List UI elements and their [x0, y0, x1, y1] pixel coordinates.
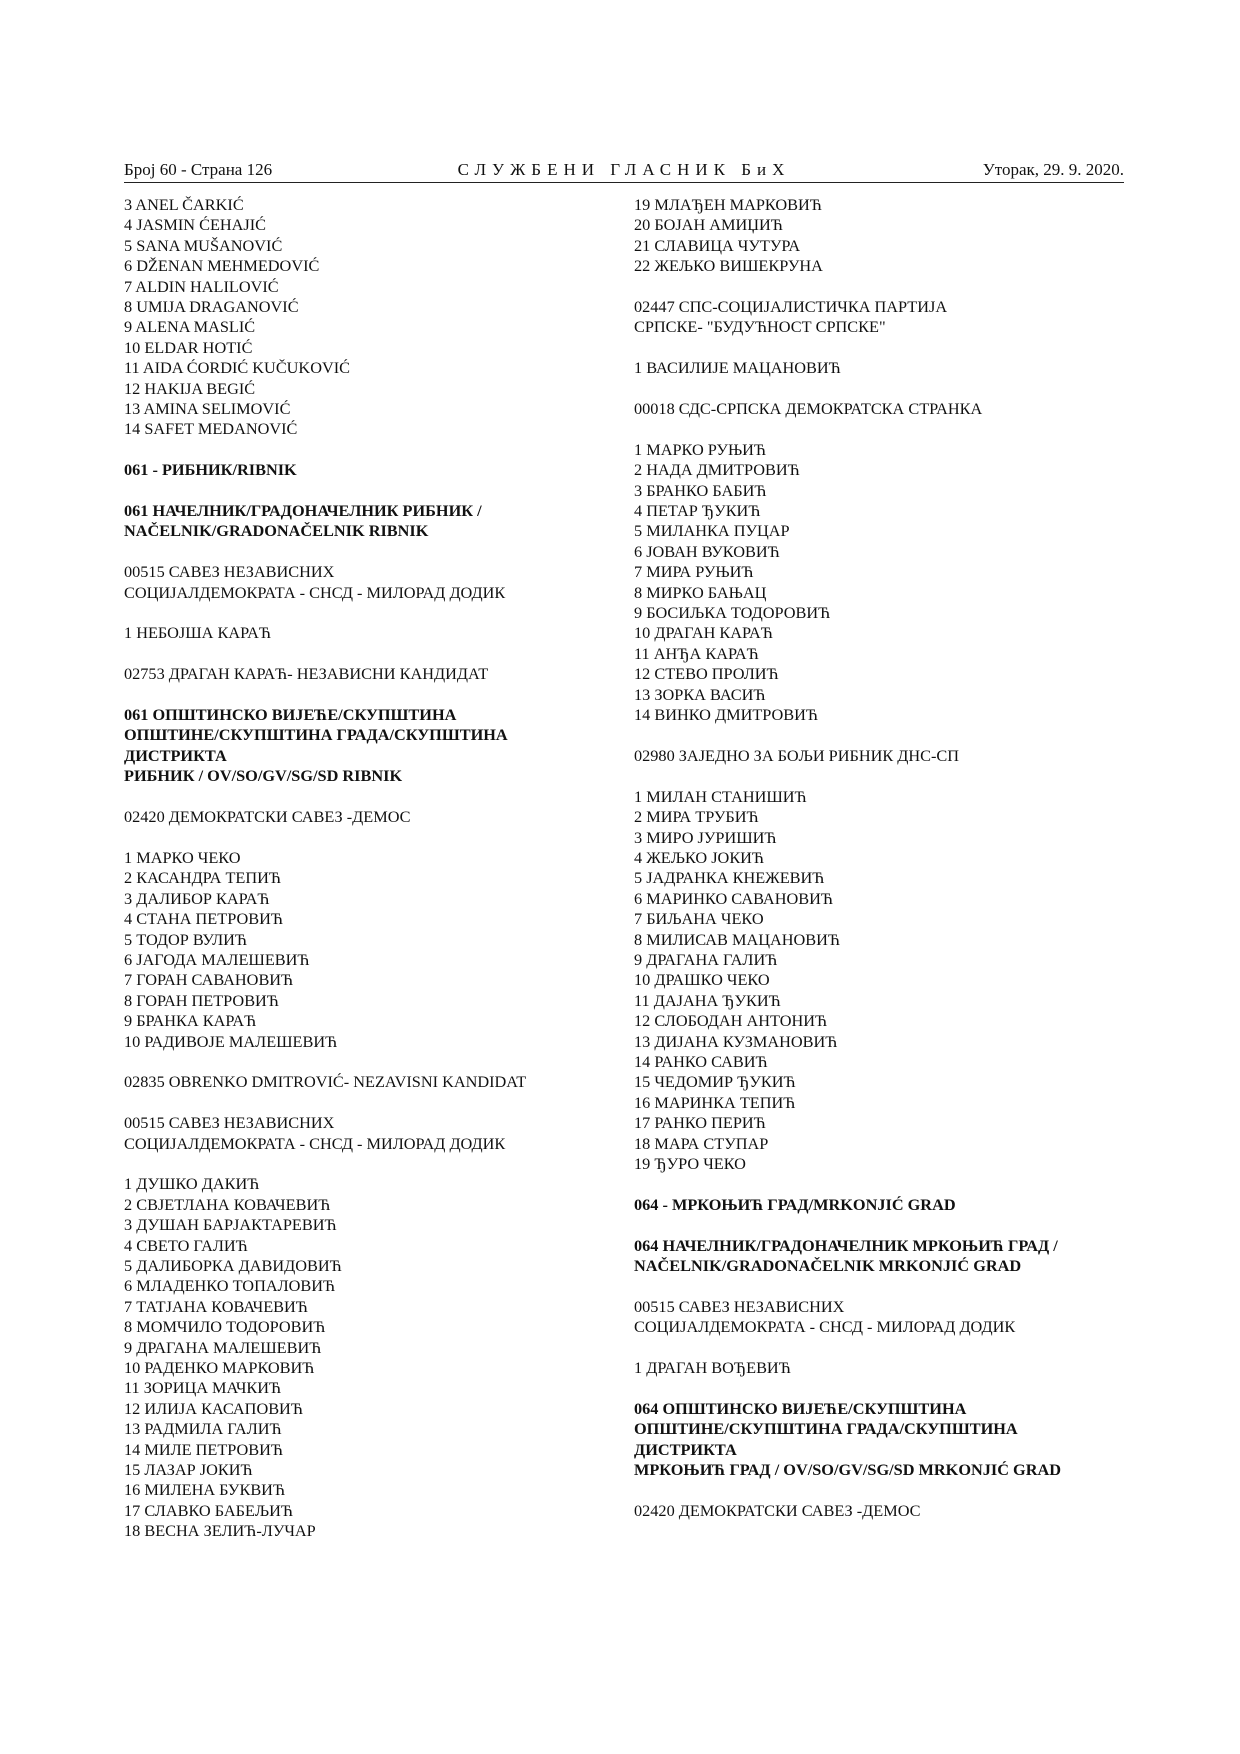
section-heading: 061 ОПШТИНСКО ВИЈЕЋЕ/СКУПШТИНА [124, 705, 457, 725]
list-item: 00515 САВЕЗ НЕЗАВИСНИХ [634, 1296, 845, 1316]
list-item: 6 ЈАГОДА МАЛЕШЕВИЋ [124, 949, 310, 969]
list-item: 13 ДИЈАНА КУЗМАНОВИЋ [634, 1031, 838, 1051]
list-item: 22 ЖЕЉКО ВИШЕКРУНА [634, 256, 823, 276]
list-item: 14 РАНКО САВИЋ [634, 1051, 768, 1071]
list-item: 21 СЛАВИЦА ЧУТУРА [634, 235, 801, 255]
blank-line [124, 644, 594, 664]
list-item: 17 СЛАВКО БАБЕЉИЋ [124, 1500, 293, 1520]
list-item: 7 ALDIN HALILOVIĆ [124, 276, 279, 296]
list-item: 14 SAFET MEDANOVIĆ [124, 419, 298, 439]
list-item: 9 ALENA MASLIĆ [124, 317, 256, 337]
list-item: 13 ЗОРКА ВАСИЋ [634, 684, 766, 704]
list-item: 11 ЗОРИЦА МАЧКИЋ [124, 1378, 282, 1398]
blank-line [634, 1215, 1104, 1235]
issue-date: Уторак, 29. 9. 2020. [982, 160, 1124, 179]
list-item: 02420 ДЕМОКРАТСКИ САВЕЗ -ДЕМОС [634, 1500, 921, 1520]
list-item: 14 ВИНКО ДМИТРОВИЋ [634, 705, 818, 725]
list-item: 9 БРАНКА КАРАЋ [124, 1011, 257, 1031]
list-item: СРПСКЕ- "БУДУЋНОСТ СРПСКЕ" [634, 317, 886, 337]
left-column [124, 195, 594, 1542]
blank-line [634, 277, 1104, 297]
list-item: 4 JASMIN ĆEHAJIĆ [124, 215, 267, 235]
blank-line [634, 338, 1104, 358]
list-item: 10 ELDAR HOTIĆ [124, 337, 253, 357]
list-item: 19 ЂУРО ЧЕКО [634, 1154, 746, 1173]
blank-line [124, 1154, 594, 1174]
blank-line [634, 726, 1104, 746]
list-item: 5 ЈАДРАНКА КНЕЖЕВИЋ [634, 868, 825, 888]
list-item: 5 ДАЛИБОРКА ДАВИДОВИЋ [124, 1255, 342, 1275]
list-item: 10 РАДИВОЈЕ МАЛЕШЕВИЋ [124, 1031, 338, 1051]
list-item: 3 БРАНКО БАБИЋ [634, 480, 767, 500]
list-item: 3 МИРО ЈУРИШИЋ [634, 827, 777, 847]
blank-line [124, 827, 594, 847]
list-item: 15 ЧЕДОМИР ЂУКИЋ [634, 1072, 796, 1092]
list-item: 7 БИЉАНА ЧЕКО [634, 909, 764, 929]
blank-line [124, 542, 594, 562]
list-item: 3 ДАЛИБОР КАРАЋ [124, 888, 270, 908]
list-item: 6 DŽENAN MEHMEDOVIĆ [124, 256, 320, 276]
list-item: 8 МИЛИСАВ МАЦАНОВИЋ [634, 929, 840, 949]
list-item: 02447 СПС-СОЦИЈАЛИСТИЧКА ПАРТИЈА [634, 297, 948, 317]
list-item: 10 ДРАШКО ЧЕКО [634, 970, 770, 990]
list-item: 12 СЛОБОДАН АНТОНИЋ [634, 1011, 828, 1031]
publication-title: СЛУЖБЕНИ ГЛАСНИК БиХ [457, 160, 791, 179]
list-item: 1 МИЛАН СТАНИШИЋ [634, 786, 807, 806]
list-item: 00018 СДС-СРПСКА ДЕМОКРАТСКА СТРАНКА [634, 399, 983, 419]
list-item: 6 МАРИНКО САВАНОВИЋ [634, 888, 833, 908]
list-item: 3 ДУШАН БАРЈАКТАРЕВИЋ [124, 1215, 337, 1235]
list-item: СОЦИЈАЛДЕМОКРАТА - СНСД - МИЛОРАД ДОДИК [124, 582, 506, 602]
list-item: 5 МИЛАНКА ПУЦАР [634, 521, 790, 541]
section-heading: 064 - МРКОЊИЋ ГРАД/MRKONJIĆ GRAD [634, 1194, 956, 1214]
list-item: 1 ДРАГАН ВОЂЕВИЋ [634, 1358, 791, 1377]
list-item: 3 ANEL ČARKIĆ [124, 195, 244, 214]
list-item: 20 БОЈАН АМИЏИЋ [634, 215, 783, 235]
list-item: 16 МАРИНКА ТЕПИЋ [634, 1092, 796, 1112]
list-item: 10 ДРАГАН КАРАЋ [634, 623, 773, 643]
list-item: 9 ДРАГАНА ГАЛИЋ [634, 949, 778, 969]
list-item: 12 HAKIJA BEGIĆ [124, 378, 256, 398]
list-item: 2 КАСАНДРА ТЕПИЋ [124, 868, 281, 888]
list-item: 9 ДРАГАНА МАЛЕШЕВИЋ [124, 1337, 322, 1357]
section-heading: ДИСТРИКТА [124, 745, 227, 765]
blank-line [124, 603, 594, 623]
section-heading: РИБНИК / OV/SO/GV/SG/SD RIBNIK [124, 766, 403, 786]
list-item: 8 ГОРАН ПЕТРОВИЋ [124, 990, 279, 1010]
list-item: 11 ДАЈАНА ЂУКИЋ [634, 990, 781, 1010]
list-item: 5 SANA MUŠANOVIĆ [124, 235, 283, 255]
list-item: 8 МИРКО БАЊАЦ [634, 582, 767, 602]
section-heading: 061 - РИБНИК/RIBNIK [124, 460, 297, 480]
list-item: 4 СТАНА ПЕТРОВИЋ [124, 909, 283, 929]
list-item: 1 ДУШКО ДАКИЋ [124, 1174, 260, 1194]
list-item: 1 ВАСИЛИЈЕ МАЦАНОВИЋ [634, 358, 841, 378]
blank-line [634, 379, 1104, 399]
list-item: 1 МАРКО РУЊИЋ [634, 439, 766, 459]
section-heading: 061 НАЧЕЛНИК/ГРАДОНАЧЕЛНИК РИБНИК / [124, 501, 482, 521]
list-item: 02980 ЗАЈЕДНО ЗА БОЉИ РИБНИК ДНС-СП [634, 745, 960, 765]
list-item: 8 UMIJA DRAGANOVIĆ [124, 297, 299, 317]
list-item: 02753 ДРАГАН КАРАЋ- НЕЗАВИСНИ КАНДИДАТ [124, 664, 489, 684]
section-heading: 064 НАЧЕЛНИК/ГРАДОНАЧЕЛНИК МРКОЊИЋ ГРАД / [634, 1235, 1058, 1255]
list-item: 11 AIDA ĆORDIĆ KUČUKOVIĆ [124, 358, 350, 378]
issue-page-number: Број 60 - Страна 126 [124, 160, 273, 179]
blank-line [634, 1338, 1104, 1358]
blank-line [124, 787, 594, 807]
list-item: 5 ТОДОР ВУЛИЋ [124, 929, 247, 949]
list-item: СОЦИЈАЛДЕМОКРАТА - СНСД - МИЛОРАД ДОДИК [634, 1317, 1016, 1337]
blank-line [634, 419, 1104, 439]
right-column [634, 195, 1104, 1521]
section-heading: ОПШТИНЕ/СКУПШТИНА ГРАДА/СКУПШТИНА [124, 725, 508, 745]
list-item: 8 МОМЧИЛО ТОДОРОВИЋ [124, 1317, 326, 1337]
list-item: 1 НЕБОЈША КАРАЋ [124, 623, 271, 643]
list-item: 14 МИЛЕ ПЕТРОВИЋ [124, 1439, 283, 1459]
list-item: 00515 САВЕЗ НЕЗАВИСНИХ [124, 562, 335, 582]
blank-line [124, 440, 594, 460]
list-item: 19 МЛАЂЕН МАРКОВИЋ [634, 195, 822, 214]
list-item: 4 ПЕТАР ЂУКИЋ [634, 501, 761, 521]
list-item: 12 СТЕВО ПРОЛИЋ [634, 664, 779, 684]
list-item: 16 МИЛЕНА БУКВИЋ [124, 1480, 286, 1500]
blank-line [634, 1276, 1104, 1296]
blank-line [124, 1052, 594, 1072]
list-item: 4 СВЕТО ГАЛИЋ [124, 1235, 248, 1255]
list-item: 2 НАДА ДМИТРОВИЋ [634, 460, 800, 480]
list-item: 13 AMINA SELIMOVIĆ [124, 399, 291, 419]
list-item: 9 БОСИЉКА ТОДОРОВИЋ [634, 603, 831, 623]
list-item: 2 СВЈЕТЛАНА КОВАЧЕВИЋ [124, 1194, 331, 1214]
blank-line [634, 766, 1104, 786]
list-item: 10 РАДЕНКО МАРКОВИЋ [124, 1357, 315, 1377]
blank-line [634, 1480, 1104, 1500]
list-item: 7 ТАТЈАНА КОВАЧЕВИЋ [124, 1296, 308, 1316]
section-heading: NAČELNIK/GRADONAČELNIK RIBNIK [124, 521, 429, 541]
section-heading: NAČELNIK/GRADONAČELNIK MRKONJIĆ GRAD [634, 1256, 1022, 1275]
list-item: 7 МИРА РУЊИЋ [634, 562, 754, 582]
section-heading: 064 ОПШТИНСКО ВИЈЕЋЕ/СКУПШТИНА [634, 1398, 967, 1418]
blank-line [634, 1174, 1104, 1194]
list-item: 1 МАРКО ЧЕКО [124, 847, 241, 867]
blank-line [634, 1378, 1104, 1398]
blank-line [124, 481, 594, 501]
header-rule [124, 182, 1124, 183]
list-item: 18 МАРА СТУПАР [634, 1133, 769, 1153]
list-item: 02835 OBRENKO DMITROVIĆ- NEZAVISNI KANDIDAT [124, 1072, 527, 1092]
list-item: 2 МИРА ТРУБИЋ [634, 807, 759, 827]
list-item: СОЦИЈАЛДЕМОКРАТА - СНСД - МИЛОРАД ДОДИК [124, 1133, 506, 1153]
list-item: 18 ВЕСНА ЗЕЛИЋ-ЛУЧАР [124, 1521, 316, 1541]
page-header [124, 160, 1124, 182]
list-item: 7 ГОРАН САВАНОВИЋ [124, 970, 294, 990]
section-heading: МРКОЊИЋ ГРАД / OV/SO/GV/SG/SD MRKONJIĆ GRAD [634, 1460, 1061, 1480]
section-heading: ДИСТРИКТА [634, 1439, 737, 1459]
list-item: 15 ЛАЗАР ЈОКИЋ [124, 1460, 253, 1480]
list-item: 6 МЛАДЕНКО ТОПАЛОВИЋ [124, 1276, 336, 1296]
blank-line [124, 685, 594, 705]
list-item: 00515 САВЕЗ НЕЗАВИСНИХ [124, 1113, 335, 1133]
list-item: 02420 ДЕМОКРАТСКИ САВЕЗ -ДЕМОС [124, 807, 411, 827]
list-item: 4 ЖЕЉКО ЈОКИЋ [634, 847, 765, 867]
blank-line [124, 1093, 594, 1113]
list-item: 11 АНЂА КАРАЋ [634, 643, 759, 663]
list-item: 17 РАНКО ПЕРИЋ [634, 1113, 766, 1133]
list-item: 13 РАДМИЛА ГАЛИЋ [124, 1419, 282, 1439]
list-item: 6 ЈОВАН ВУКОВИЋ [634, 541, 780, 561]
section-heading: ОПШТИНЕ/СКУПШТИНА ГРАДА/СКУПШТИНА [634, 1419, 1018, 1439]
list-item: 12 ИЛИЈА КАСАПОВИЋ [124, 1398, 303, 1418]
